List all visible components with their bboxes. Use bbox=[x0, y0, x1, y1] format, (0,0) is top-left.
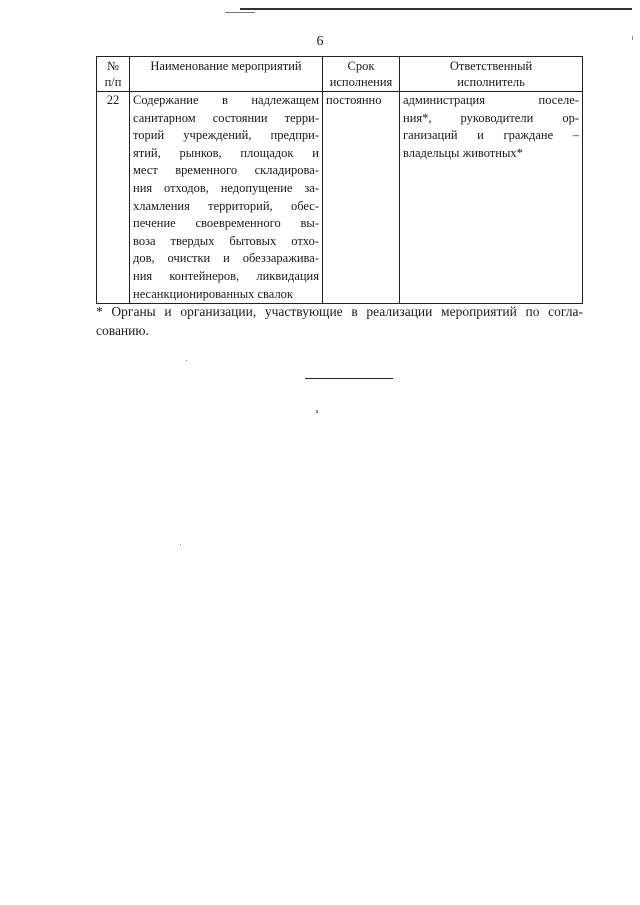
scan-speck bbox=[186, 360, 187, 361]
cell-num: 22 bbox=[97, 92, 130, 304]
header-num: № п/п bbox=[97, 57, 130, 92]
scan-speck bbox=[180, 544, 181, 545]
cell-name: Содержание в надлежащем санитарном состоянии терри- торий учреждений, предпри- ятий, рынков, площадок и мест временного складирова- ния отходов, недопущение за- хламления территорий, обес- печение своевременного вы- воза твердых бытовых отхо- дов, очистки и обеззаражива- ния контейнеров, ликвидация несанкционированных свалок bbox=[130, 92, 323, 304]
cell-resp: администрация поселе- ния*, руководители ор- ганизаций и граждане – владельцы животных* bbox=[400, 92, 583, 304]
events-table bbox=[96, 56, 583, 304]
scan-speck bbox=[316, 410, 318, 413]
cell-term: постоянно bbox=[323, 92, 400, 304]
table-header-row bbox=[97, 57, 583, 92]
scan-artifact-line bbox=[240, 8, 632, 10]
table-row bbox=[97, 92, 583, 304]
scan-speck bbox=[632, 36, 633, 40]
footnote: * Органы и организации, участвующие в реализации мероприятий по согла- сованию. bbox=[96, 304, 583, 338]
header-resp: Ответственный исполнитель bbox=[400, 57, 583, 92]
scan-artifact-line bbox=[225, 12, 255, 13]
page-number: 6 bbox=[316, 34, 324, 49]
header-term: Срок исполнения bbox=[323, 57, 400, 92]
header-name: Наименование мероприятий bbox=[130, 57, 323, 92]
closing-rule bbox=[305, 378, 393, 379]
